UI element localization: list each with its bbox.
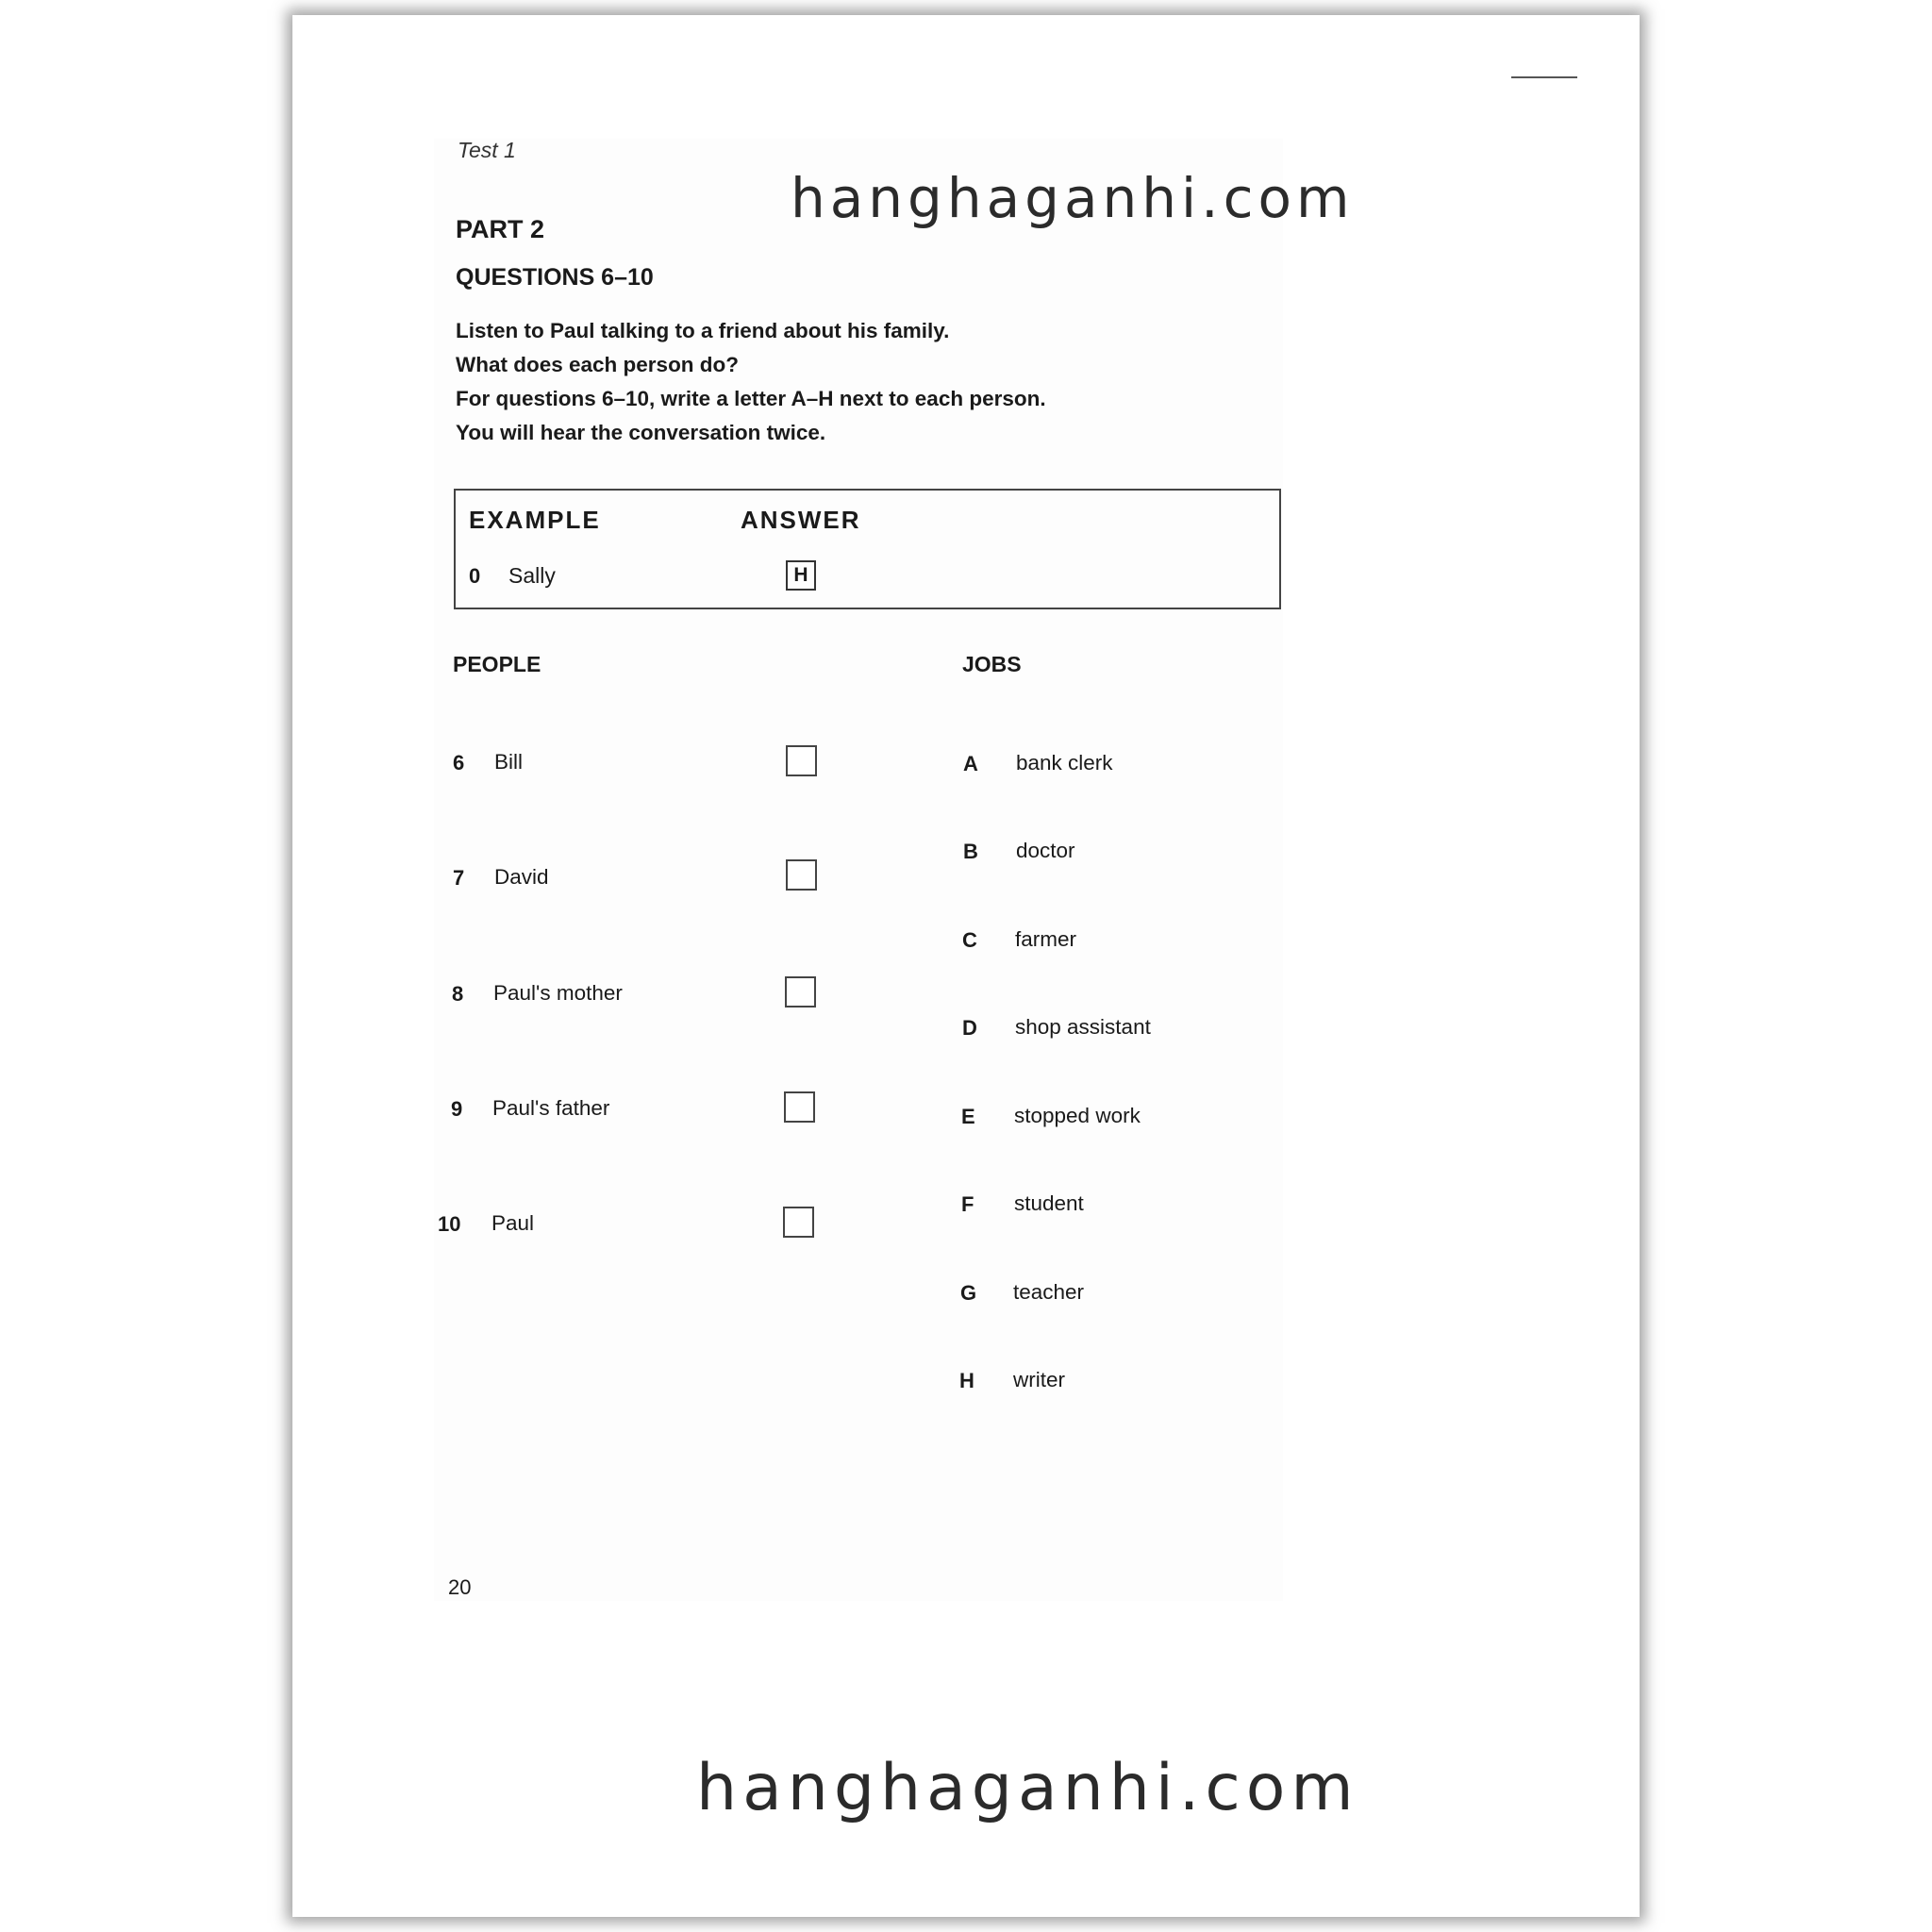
watermark-bottom: hanghaganhi.com	[696, 1751, 1359, 1825]
page-number: 20	[448, 1575, 472, 1599]
job-name: bank clerk	[1016, 751, 1113, 774]
job-letter: E	[961, 1105, 975, 1128]
instruction-line: Listen to Paul talking to a friend about his family.	[456, 319, 950, 342]
person-number: 9	[451, 1097, 463, 1121]
job-letter: C	[962, 928, 977, 952]
instruction-line: You will hear the conversation twice.	[456, 421, 826, 444]
job-name: stopped work	[1014, 1104, 1141, 1127]
job-letter: A	[963, 752, 978, 775]
job-name: teacher	[1013, 1280, 1085, 1304]
answer-box-9[interactable]	[784, 1091, 815, 1123]
job-letter: B	[963, 840, 978, 863]
example-number: 0	[469, 564, 481, 588]
person-name: Paul's mother	[493, 981, 623, 1005]
person-name: Bill	[494, 750, 524, 774]
jobs-heading: JOBS	[962, 652, 1022, 676]
job-letter: H	[959, 1369, 974, 1392]
person-name: David	[494, 865, 549, 889]
job-name: student	[1014, 1191, 1084, 1215]
person-number: 7	[453, 866, 465, 890]
person-name: Paul's father	[492, 1096, 610, 1120]
questions-title: QUESTIONS 6–10	[456, 264, 654, 291]
job-letter: D	[962, 1016, 977, 1040]
header-rule	[1511, 76, 1577, 78]
answer-box-6[interactable]	[786, 745, 817, 776]
job-letter: G	[960, 1281, 977, 1305]
part-title: PART 2	[456, 215, 545, 243]
answer-box-8[interactable]	[785, 976, 816, 1008]
answer-box-10[interactable]	[783, 1207, 814, 1238]
job-name: shop assistant	[1015, 1015, 1151, 1039]
answer-label: ANSWER	[741, 506, 861, 534]
instruction-line: For questions 6–10, write a letter A–H next to each person.	[456, 387, 1046, 410]
job-name: writer	[1013, 1368, 1065, 1391]
people-heading: PEOPLE	[453, 652, 541, 676]
person-number: 8	[452, 982, 464, 1006]
job-name: farmer	[1015, 927, 1077, 951]
person-name: Paul	[491, 1211, 535, 1235]
test-label: Test 1	[458, 138, 516, 162]
instruction-line: What does each person do?	[456, 353, 740, 376]
person-number: 6	[453, 751, 465, 774]
job-name: doctor	[1016, 839, 1075, 862]
answer-box-7[interactable]	[786, 859, 817, 891]
person-number: 10	[438, 1212, 461, 1236]
watermark-top: hanghaganhi.com	[791, 166, 1355, 230]
example-answer-box: H	[786, 560, 816, 591]
example-name: Sally	[508, 563, 556, 588]
job-letter: F	[961, 1192, 974, 1216]
example-label: EXAMPLE	[469, 506, 601, 534]
